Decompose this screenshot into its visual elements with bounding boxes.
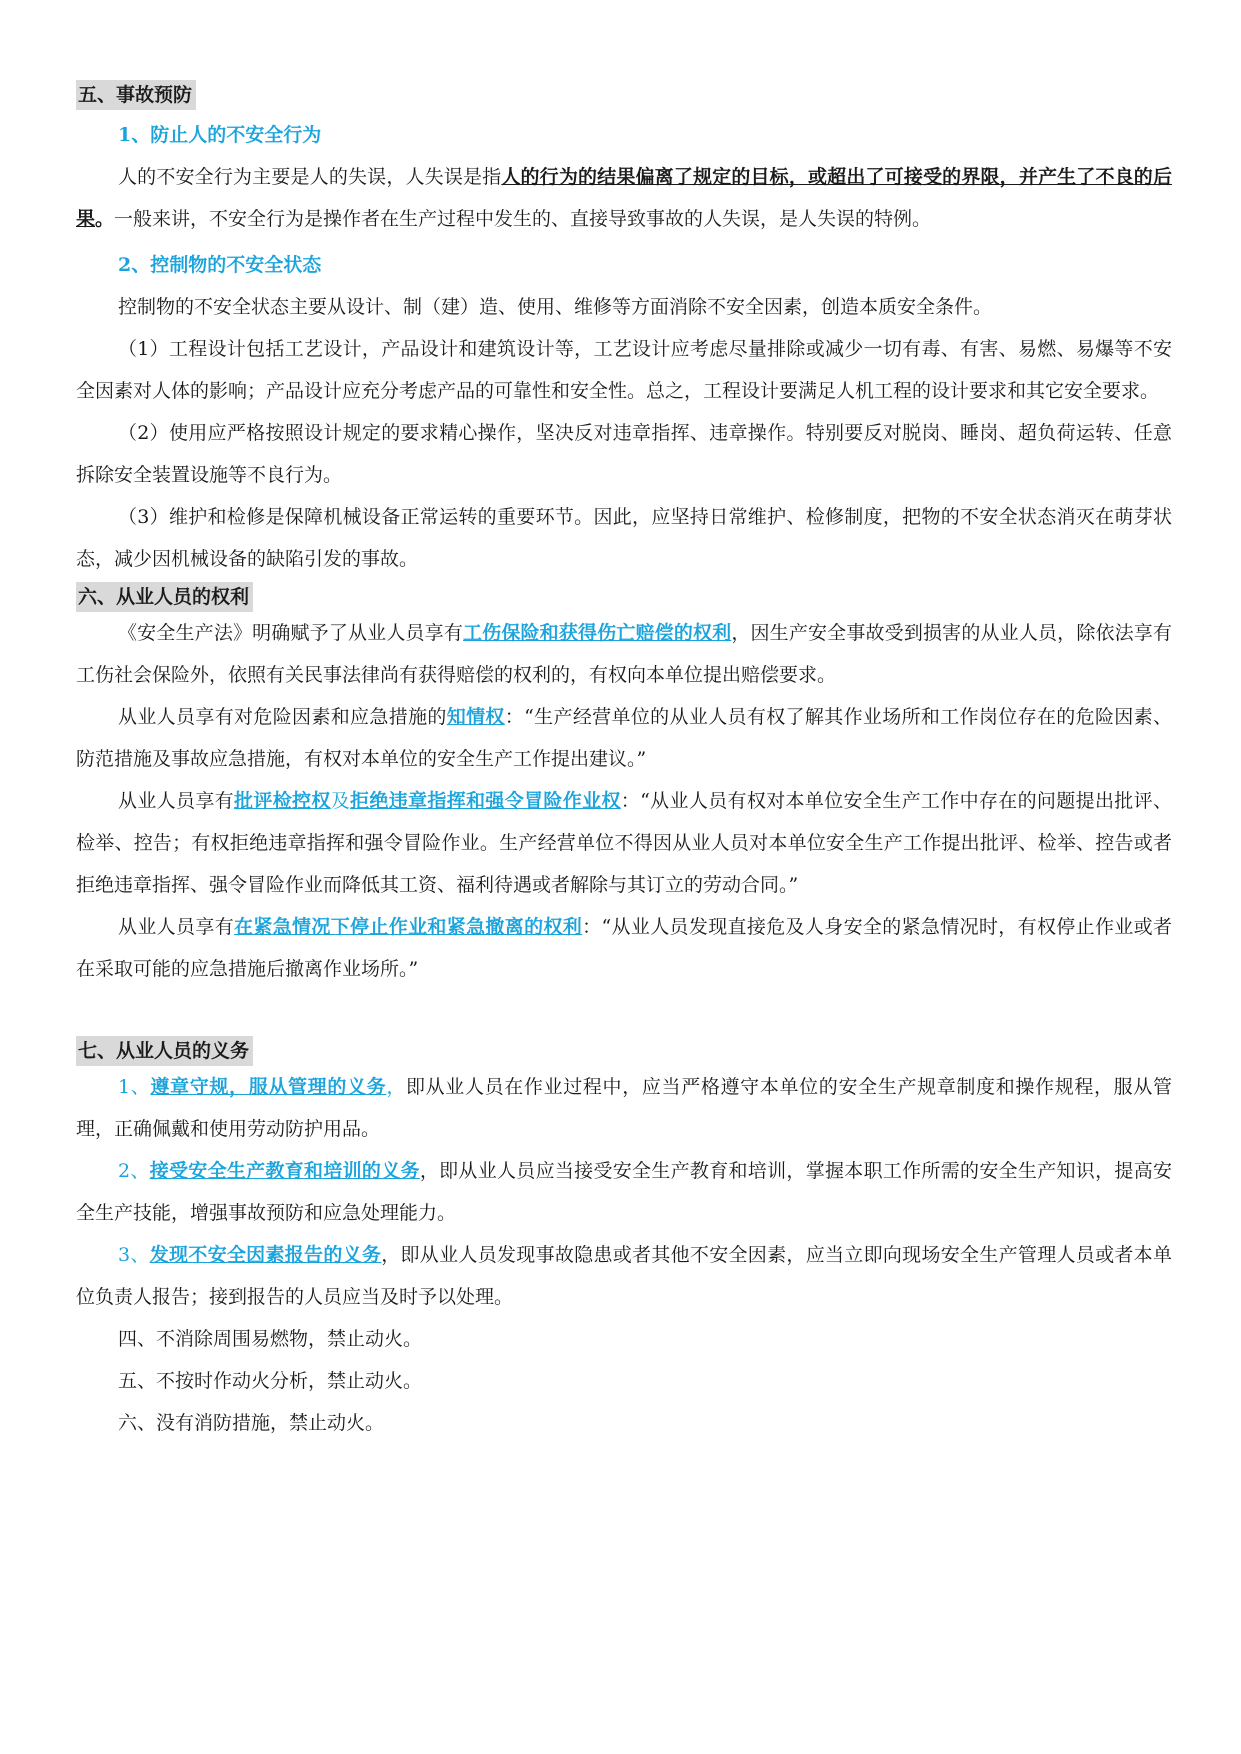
paragraph: 四、不消除周围易燃物，禁止动火。	[118, 1328, 423, 1350]
document-page	[76, 78, 1172, 1444]
paragraph: 六、没有消防措施，禁止动火。	[118, 1412, 385, 1434]
paragraph	[76, 906, 1172, 990]
paragraph	[76, 1066, 1172, 1150]
paragraph	[76, 780, 1172, 906]
section-5	[76, 80, 1172, 110]
text: 一般来讲，不安全行为是操作者在生产过程中发生的、直接导致事故的人失误，是人失误的特例。	[114, 208, 932, 230]
right-link[interactable]: 拒绝违章指挥和强令冒险作业权	[350, 790, 621, 812]
text: ，即从业人员发现事故隐患或者其他不安全因素，应当立即向现场安全生产管理人员或者本单位负责人报告；接到报告的人员应当及时予以处理。	[76, 1244, 1172, 1308]
duty-link[interactable]: 接受安全生产教育和培训的义务	[149, 1160, 420, 1182]
text: ：“从业人员有权对本单位安全生产工作中存在的问题提出批评、检举、控告；有权拒绝违章指挥和强令冒险作业。生产经营单位不得因从业人员对本单位安全生产工作提出批评、检举、控告或者拒绝违章指挥、强令冒险作业而降低其工资、福利待遇或者解除与其订立的劳动合同。”	[76, 790, 1172, 896]
section-7	[76, 1036, 1172, 1066]
paragraph	[76, 696, 1172, 780]
text: ，因生产安全事故受到损害的从业人员，除依法享有工伤社会保险外，依照有关民事法律尚有获得赔偿的权利的，有权向本单位提出赔偿要求。	[76, 622, 1172, 686]
right-link[interactable]: 批评检控权	[234, 790, 331, 812]
paragraph	[76, 1234, 1172, 1318]
text: ：“从业人员发现直接危及人身安全的紧急情况时，有权停止作业或者在采取可能的应急措施后撤离作业场所。”	[76, 916, 1172, 980]
text: ，即从业人员应当接受安全生产教育和培训，掌握本职工作所需的安全生产知识，提高安全生产技能，增强事故预防和应急处理能力。	[76, 1160, 1172, 1224]
text: 《安全生产法》明确赋予了从业人员享有	[118, 622, 463, 644]
section-heading: 七、从业人员的义务	[76, 1036, 253, 1066]
right-link[interactable]: 在紧急情况下停止作业和紧急撤离的权利	[234, 916, 583, 938]
subheading: 2、控制物的不安全状态	[118, 254, 322, 276]
emphasis-text: 人的行为的结果偏离了规定的目标，或超出了可接受的界限，并产生了不良的后果	[76, 166, 1172, 230]
text: 从业人员享有对危险因素和应急措施的	[118, 706, 447, 728]
duty-link[interactable]: 发现不安全因素报告的义务	[149, 1244, 382, 1266]
text: 。	[95, 208, 115, 230]
spacer	[76, 990, 1172, 1034]
list-number: 2、	[118, 1160, 150, 1182]
duty-link[interactable]: 遵章守规，服从管理的义务	[150, 1076, 387, 1098]
paragraph	[76, 612, 1172, 696]
text: 从业人员享有	[118, 916, 235, 938]
text: ：“生产经营单位的从业人员有权了解其作业场所和工作岗位存在的危险因素、防范措施及事故应急措施，有权对本单位的安全生产工作提出建议。”	[76, 706, 1172, 770]
subheading: 1、防止人的不安全行为	[118, 124, 322, 146]
paragraph: 五、不按时作动火分析，禁止动火。	[118, 1370, 423, 1392]
text: ，	[386, 1076, 406, 1098]
section-heading: 六、从业人员的权利	[76, 582, 253, 612]
text: 从业人员享有	[118, 790, 235, 812]
right-link[interactable]: 知情权	[446, 706, 505, 728]
text: 及	[330, 790, 351, 812]
section-heading: 五、事故预防	[76, 80, 196, 110]
paragraph: 控制物的不安全状态主要从设计、制（建）造、使用、维修等方面消除不安全因素，创造本质安全条件。	[118, 296, 993, 318]
paragraph: （1）工程设计包括工艺设计，产品设计和建筑设计等，工艺设计应考虑尽量排除或减少一切有毒、有害、易燃、易爆等不安全因素对人体的影响；产品设计应充分考虑产品的可靠性和安全性。总之，工程设计要满足人机工程的设计要求和其它安全要求。	[76, 338, 1172, 402]
paragraph: （3）维护和检修是保障机械设备正常运转的重要环节。因此，应坚持日常维护、检修制度，把物的不安全状态消灭在萌芽状态，减少因机械设备的缺陷引发的事故。	[76, 506, 1172, 570]
paragraph	[76, 1150, 1172, 1234]
right-link[interactable]: 工伤保险和获得伤亡赔偿的权利	[463, 622, 732, 644]
paragraph: （2）使用应严格按照设计规定的要求精心操作，坚决反对违章指挥、违章操作。特别要反对脱岗、睡岗、超负荷运转、任意拆除安全装置设施等不良行为。	[76, 422, 1172, 486]
paragraph	[76, 156, 1172, 240]
section-6	[76, 582, 1172, 612]
text: 即从业人员在作业过程中，应当严格遵守本单位的安全生产规章制度和操作规程，服从管理，正确佩戴和使用劳动防护用品。	[76, 1076, 1172, 1140]
list-number: 3、	[118, 1244, 150, 1266]
list-number: 1、	[118, 1076, 151, 1098]
text: 人的不安全行为主要是人的失误，人失误是指	[118, 166, 502, 188]
